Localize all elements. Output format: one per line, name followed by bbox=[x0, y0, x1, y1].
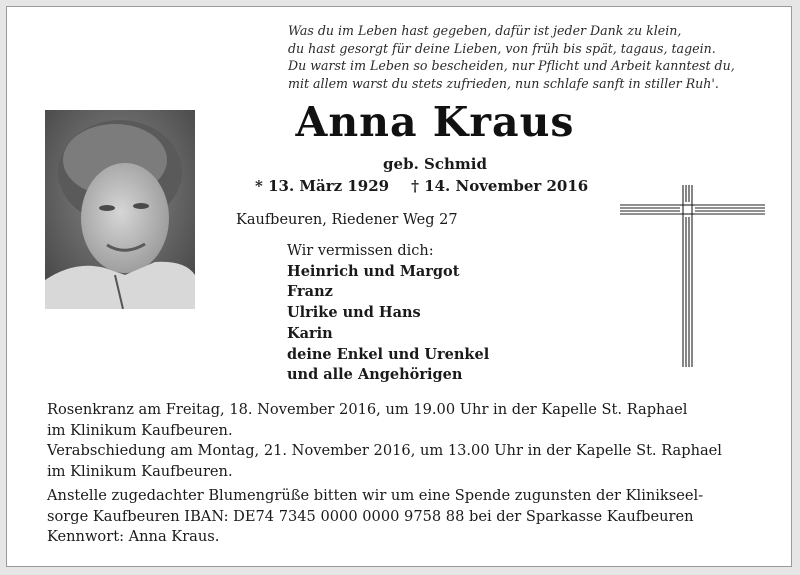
cross-icon bbox=[620, 185, 770, 374]
service-notices bbox=[47, 400, 757, 548]
mourner: und alle Angehörigen bbox=[287, 366, 463, 384]
poem-line: du hast gesorgt für deine Lieben, von früh bis spät, tagaus, tagein. bbox=[288, 40, 716, 56]
cross-drawing bbox=[620, 185, 770, 370]
mourner: Franz bbox=[287, 283, 333, 301]
portrait-illustration bbox=[45, 110, 195, 309]
donation-notice-line: Anstelle zugedachter Blumengrüße bitten wir um eine Spende zugunsten der Klinikseel- bbox=[47, 487, 704, 504]
rosary-notice-line: im Klinikum Kaufbeuren. bbox=[47, 421, 233, 439]
mourner: Heinrich und Margot bbox=[287, 262, 460, 280]
mourner: Karin bbox=[287, 324, 333, 342]
birth-date: * 13. März 1929 bbox=[255, 177, 390, 195]
poem-line: mit allem warst du stets zufrieden, nun schlafe sanft in stiller Ruh'. bbox=[288, 75, 719, 91]
mourner: deine Enkel und Urenkel bbox=[287, 345, 490, 363]
poem bbox=[288, 22, 788, 92]
farewell-notice-line: Verabschiedung am Montag, 21. November 2016, um 13.00 Uhr in der Kapelle St. Raphael bbox=[47, 442, 722, 459]
mourner: Ulrike und Hans bbox=[287, 304, 421, 322]
rosary-notice-line: Rosenkranz am Freitag, 18. November 2016, um 19.00 Uhr in der Kapelle St. Raphael bbox=[47, 401, 688, 418]
donation-notice-line: sorge Kaufbeuren IBAN: DE74 7345 0000 0000 9758 88 bei der Sparkasse Kaufbeuren bbox=[47, 507, 694, 525]
maiden-name: geb. Schmid bbox=[383, 155, 487, 173]
poem-line: Was du im Leben hast gegeben, dafür ist jeder Dank zu klein, bbox=[288, 23, 682, 38]
deceased-name: Anna Kraus bbox=[295, 98, 575, 146]
address: Kaufbeuren, Riedener Weg 27 bbox=[236, 212, 458, 228]
donation-notice-line: Kennwort: Anna Kraus. bbox=[47, 528, 220, 545]
mourners-intro: Wir vermissen dich: bbox=[287, 243, 434, 259]
mourners-list bbox=[287, 241, 489, 386]
poem-line: Du warst im Leben so bescheiden, nur Pflicht und Arbeit kanntest du, bbox=[288, 58, 735, 74]
life-dates bbox=[255, 177, 588, 195]
farewell-notice-line: im Klinikum Kaufbeuren. bbox=[47, 462, 233, 480]
portrait-photo bbox=[45, 110, 195, 309]
death-date: † 14. November 2016 bbox=[411, 177, 589, 195]
